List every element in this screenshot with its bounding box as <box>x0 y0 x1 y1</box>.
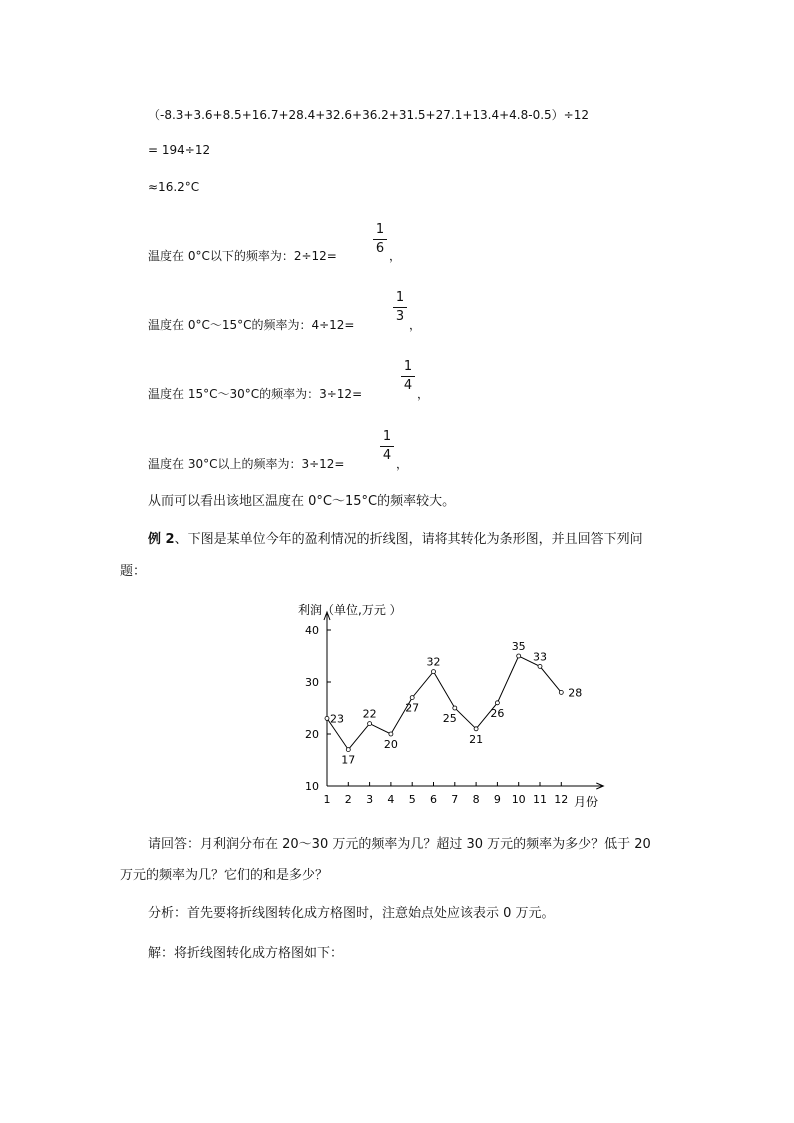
fraction-1-6 <box>373 222 387 257</box>
x-tick-label: 10 <box>511 793 526 806</box>
freq-line-0-15: 温度在 0°C～15°C的频率为：4÷12= <box>148 318 355 332</box>
x-tick-label: 9 <box>493 793 501 806</box>
data-label: 27 <box>405 701 420 715</box>
data-point <box>346 748 350 752</box>
example-text: 、下图是某单位今年的盈利情况的折线图，请将其转化为条形图，并且回答下列问 <box>174 532 643 547</box>
denominator: 3 <box>395 309 405 324</box>
comma: ， <box>417 387 430 401</box>
numerator: 1 <box>382 429 392 444</box>
data-point <box>325 716 329 720</box>
denominator: 6 <box>375 241 385 256</box>
data-point <box>559 690 563 694</box>
example-2-line-2: 题： <box>120 564 147 579</box>
x-tick-label: 8 <box>472 793 480 806</box>
conclusion-text: 从而可以看出该地区温度在 0°C～15°C的频率较大。 <box>148 494 456 509</box>
solution-text: 解：将折线图转化成方格图如下： <box>148 946 344 961</box>
fraction-1-3 <box>393 290 407 325</box>
y-tick-label: 30 <box>305 676 319 689</box>
data-point <box>389 732 393 736</box>
x-tick-label: 12 <box>554 793 569 806</box>
chart-marks <box>325 640 582 767</box>
x-tick-label: 11 <box>533 793 547 806</box>
data-label: 25 <box>442 712 457 725</box>
x-tick-label: 4 <box>387 793 395 806</box>
analysis-text: 分析：首先要将折线图转化成方格图时，注意始点处应该表示 0 万元。 <box>148 906 555 921</box>
data-label: 17 <box>341 753 356 767</box>
mean-expression: （-8.3+3.6+8.5+16.7+28.4+32.6+36.2+31.5+27.1+13.4+4.8-0.5）÷12 <box>148 108 589 122</box>
example-label: 例 2 <box>148 532 175 547</box>
denominator: 4 <box>403 378 413 393</box>
x-tick-label: 1 <box>323 793 331 806</box>
data-label: 32 <box>426 655 441 669</box>
fraction-1-4 <box>380 429 394 464</box>
question-line-1: 请回答：月利润分布在 20～30 万元的频率为几？超过 30 万元的频率为多少？低于 20 <box>148 837 651 852</box>
data-label: 28 <box>568 686 583 700</box>
data-point <box>368 722 372 726</box>
freq-line-above-30: 温度在 30°C以上的频率为：3÷12= <box>148 457 345 471</box>
numerator: 1 <box>395 290 405 305</box>
denominator: 4 <box>382 448 392 463</box>
x-tick-label: 2 <box>344 793 352 806</box>
y-tick-label: 40 <box>305 624 319 637</box>
x-axis-label: 月份 <box>574 795 599 809</box>
example-2-line-1 <box>148 526 643 554</box>
fraction-1-4 <box>401 359 415 394</box>
x-tick-label: 7 <box>451 793 459 806</box>
data-label: 21 <box>469 732 484 746</box>
data-label: 22 <box>362 707 377 721</box>
profit-line-chart <box>290 592 630 812</box>
comma: ， <box>396 457 409 471</box>
x-tick-label: 6 <box>430 793 437 806</box>
data-point <box>453 706 457 710</box>
data-point <box>538 664 542 668</box>
data-label: 20 <box>383 738 398 751</box>
data-label: 35 <box>511 640 526 653</box>
data-label: 23 <box>330 712 344 726</box>
data-point <box>517 654 521 658</box>
data-point <box>432 670 436 674</box>
y-tick-label: 20 <box>305 728 319 741</box>
data-point <box>474 727 478 731</box>
data-label: 26 <box>490 706 505 720</box>
data-point <box>410 696 414 700</box>
y-axis-label: 利润（单位,万元 ） <box>298 603 402 617</box>
freq-line-below-0: 温度在 0°C以下的频率为：2÷12= <box>148 249 337 263</box>
profit-series-line <box>327 656 561 750</box>
numerator: 1 <box>375 222 385 237</box>
freq-line-15-30: 温度在 15°C～30°C的频率为：3÷12= <box>148 387 363 401</box>
data-label: 33 <box>533 650 547 664</box>
data-point <box>495 701 499 705</box>
x-tick-label: 3 <box>366 793 374 806</box>
x-tick-label: 5 <box>408 793 416 806</box>
numerator: 1 <box>403 359 413 374</box>
mean-step-1: = 194÷12 <box>148 143 211 157</box>
y-tick-label: 10 <box>305 780 319 793</box>
mean-result: ≈16.2°C <box>148 180 200 194</box>
comma: ， <box>409 318 422 332</box>
question-line-2: 万元的频率为几？它们的和是多少？ <box>120 868 329 883</box>
comma: ， <box>389 249 402 263</box>
